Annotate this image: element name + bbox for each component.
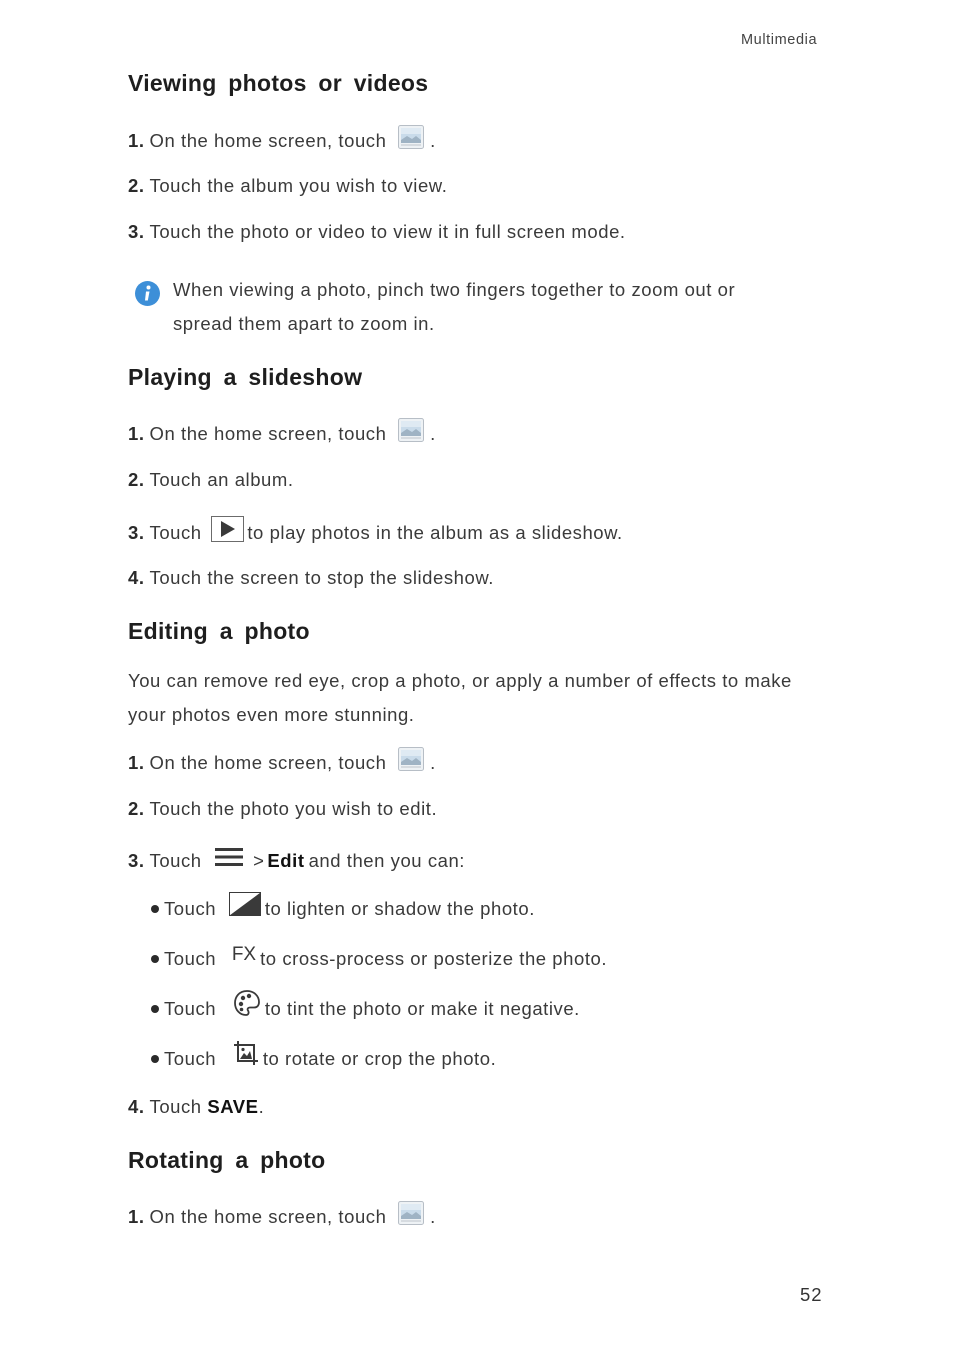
step-text: Touch <box>149 521 202 543</box>
bullet-dot <box>151 1055 159 1063</box>
step-text-end: . <box>430 1206 436 1227</box>
bullet-text: to lighten or shadow the photo. <box>264 898 535 919</box>
step-number: 1. <box>128 752 145 773</box>
editing-intro-line-2: your photos even more stunning. <box>128 704 415 725</box>
bullet-dot <box>151 905 159 913</box>
step-text-end: . <box>430 752 436 773</box>
running-header: Multimedia <box>741 32 818 48</box>
step-number: 3. <box>128 521 145 543</box>
note-line-2: spread them apart to zoom in. <box>173 313 435 334</box>
edit-option-palette <box>151 997 580 1023</box>
step-text-end: . <box>430 423 436 444</box>
slideshow-step-1 <box>128 422 436 448</box>
edit-label: Edit <box>267 850 305 871</box>
slideshow-step-3 <box>128 520 623 548</box>
bullet-touch: Touch <box>164 948 217 969</box>
step-text: Touch the screen to stop the slideshow. <box>149 567 494 588</box>
edit-option-crop <box>151 1047 496 1072</box>
section-title-viewing: Viewing photos or videos <box>128 70 429 96</box>
page-number: 52 <box>800 1284 823 1305</box>
play-icon <box>211 516 244 548</box>
bullet-touch: Touch <box>164 998 217 1019</box>
step-text-end: . <box>258 1096 265 1117</box>
slideshow-step-4 <box>128 566 494 590</box>
viewing-step-2 <box>128 174 447 198</box>
note-line-1: When viewing a photo, pinch two fingers together to zoom out or <box>173 279 736 300</box>
step-text: Touch <box>149 850 202 871</box>
gallery-icon <box>398 125 424 155</box>
bullet-text: to tint the photo or make it negative. <box>264 998 580 1019</box>
step-text-end: to play photos in the album as a slideshow. <box>247 521 623 543</box>
step-number: 3. <box>128 850 145 871</box>
step-number: 2. <box>128 798 145 819</box>
editing-step-3 <box>128 849 465 873</box>
bullet-touch: Touch <box>164 898 217 919</box>
step-number: 2. <box>128 469 145 490</box>
section-title-slideshow: Playing a slideshow <box>128 364 363 390</box>
step-text-end: . <box>430 130 436 151</box>
step-text: On the home screen, touch <box>149 423 387 444</box>
step-text: On the home screen, touch <box>149 1206 387 1227</box>
info-icon <box>134 280 161 312</box>
step-number: 3. <box>128 221 145 242</box>
step-text: Touch the photo or video to view it in full screen mode. <box>149 221 626 242</box>
save-label: SAVE <box>207 1096 259 1117</box>
gallery-icon <box>398 747 424 777</box>
step-number: 4. <box>128 1096 145 1117</box>
gallery-icon <box>398 418 424 448</box>
edit-option-exposure <box>151 897 535 922</box>
bullet-text: to rotate or crop the photo. <box>262 1048 497 1069</box>
section-title-editing: Editing a photo <box>128 618 310 644</box>
editing-step-2 <box>128 797 437 821</box>
menu-icon <box>215 847 243 873</box>
crop-icon <box>233 1040 259 1072</box>
step-text: Touch <box>149 1096 202 1117</box>
step-number: 2. <box>128 175 145 196</box>
step-text: Touch an album. <box>149 469 294 490</box>
viewing-step-1 <box>128 129 436 155</box>
fx-icon: FX <box>231 944 257 966</box>
palette-icon <box>233 989 261 1023</box>
editing-intro-line-1: You can remove red eye, crop a photo, or apply a number of effects to make <box>128 670 792 691</box>
edit-option-fx <box>151 944 608 971</box>
rotating-step-1 <box>128 1205 436 1231</box>
viewing-step-3 <box>128 220 626 244</box>
section-title-rotating: Rotating a photo <box>128 1147 326 1173</box>
step-text: On the home screen, touch <box>149 752 387 773</box>
step-number: 4. <box>128 567 145 588</box>
step-number: 1. <box>128 1206 145 1227</box>
editing-step-4 <box>128 1095 264 1119</box>
bullet-touch: Touch <box>164 1048 217 1069</box>
gallery-icon <box>398 1201 424 1231</box>
step-text: Touch the photo you wish to edit. <box>149 798 438 819</box>
slideshow-step-2 <box>128 468 294 492</box>
bullet-dot <box>151 1005 159 1013</box>
step-text: Touch the album you wish to view. <box>149 175 448 196</box>
path-separator: > <box>253 850 265 871</box>
exposure-icon <box>229 892 261 922</box>
step-text: On the home screen, touch <box>149 130 387 151</box>
step-number: 1. <box>128 130 145 151</box>
step-number: 1. <box>128 423 145 444</box>
bullet-text: to cross-process or posterize the photo. <box>260 948 608 969</box>
bullet-dot <box>151 955 159 963</box>
step-text-end: and then you can: <box>308 850 465 871</box>
editing-step-1 <box>128 751 436 777</box>
